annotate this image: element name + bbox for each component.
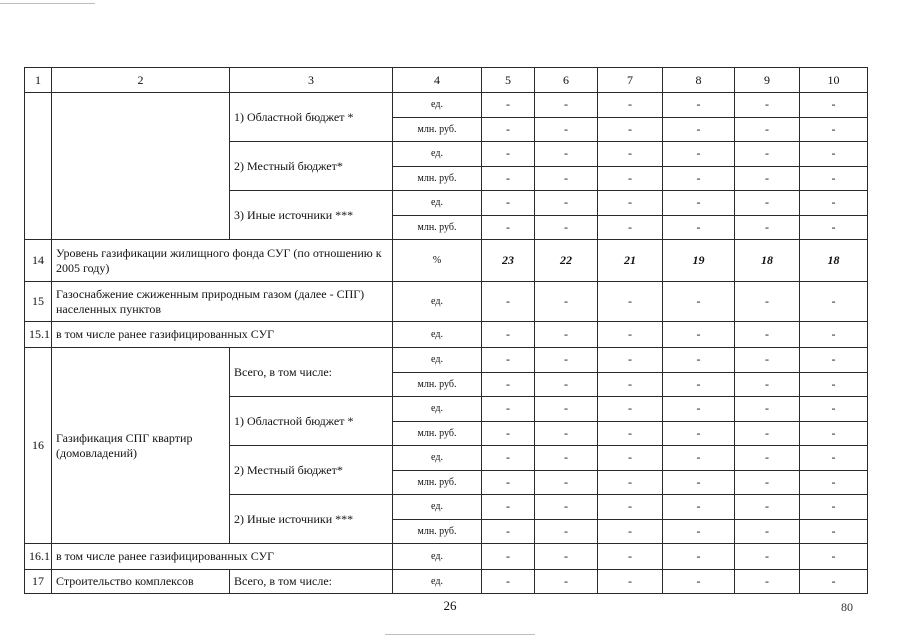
value-cell: - [598, 282, 663, 322]
value-cell: - [598, 322, 663, 348]
value-cell: - [535, 215, 598, 240]
value-cell: - [482, 421, 535, 446]
unit-cell: млн. руб. [393, 166, 482, 191]
value-cell: - [663, 397, 735, 422]
value-cell: - [535, 117, 598, 142]
value-cell: - [800, 372, 868, 397]
indicator-name-cell: Газоснабжение сжиженным природным газом (далее - СПГ) населенных пунктов [52, 282, 393, 322]
value-cell: - [598, 191, 663, 216]
value-cell: - [663, 117, 735, 142]
value-cell: - [800, 117, 868, 142]
value-cell: - [663, 544, 735, 570]
value-cell: - [663, 93, 735, 118]
column-header: 2 [52, 68, 230, 93]
value-cell: - [735, 191, 800, 216]
unit-cell: ед. [393, 348, 482, 373]
value-cell: - [482, 166, 535, 191]
value-cell: - [482, 470, 535, 495]
value-cell: - [663, 372, 735, 397]
value-cell: - [535, 322, 598, 348]
value-cell: - [598, 166, 663, 191]
column-header: 1 [25, 68, 52, 93]
row-number-cell: 16 [25, 348, 52, 544]
header-row [25, 68, 868, 93]
value-cell: - [535, 495, 598, 520]
unit-cell: млн. руб. [393, 470, 482, 495]
column-header: 7 [598, 68, 663, 93]
value-cell: - [535, 191, 598, 216]
unit-cell: млн. руб. [393, 519, 482, 544]
value-cell: - [800, 495, 868, 520]
value-cell: - [482, 191, 535, 216]
value-cell: - [735, 282, 800, 322]
indicator-name-cell: в том числе ранее газифицированных СУГ [52, 544, 393, 570]
indicator-name-cell [52, 93, 230, 240]
value-cell: - [663, 142, 735, 167]
value-cell: 23 [482, 240, 535, 282]
column-header: 4 [393, 68, 482, 93]
value-cell: - [800, 191, 868, 216]
value-cell: - [800, 93, 868, 118]
unit-cell: млн. руб. [393, 421, 482, 446]
table-row [25, 348, 868, 373]
value-cell: - [598, 142, 663, 167]
value-cell: - [482, 322, 535, 348]
value-cell: - [535, 348, 598, 373]
unit-cell: ед. [393, 446, 482, 471]
unit-cell: ед. [393, 282, 482, 322]
value-cell: - [535, 421, 598, 446]
value-cell: - [735, 495, 800, 520]
column-header: 8 [663, 68, 735, 93]
value-cell: - [800, 322, 868, 348]
value-cell: - [735, 519, 800, 544]
row-number-cell: 17 [25, 570, 52, 594]
indicator-name-cell: в том числе ранее газифицированных СУГ [52, 322, 393, 348]
value-cell: - [735, 544, 800, 570]
value-cell: - [735, 372, 800, 397]
unit-cell: ед. [393, 142, 482, 167]
value-cell: - [535, 446, 598, 471]
unit-cell: ед. [393, 397, 482, 422]
unit-cell: ед. [393, 191, 482, 216]
value-cell: 22 [535, 240, 598, 282]
value-cell: - [800, 570, 868, 594]
value-cell: - [598, 117, 663, 142]
funding-source-cell: Всего, в том числе: [230, 348, 393, 397]
unit-cell: млн. руб. [393, 372, 482, 397]
value-cell: - [663, 191, 735, 216]
table-row [25, 570, 868, 594]
value-cell: - [598, 519, 663, 544]
value-cell: - [735, 397, 800, 422]
table-row [25, 544, 868, 570]
value-cell: - [535, 570, 598, 594]
value-cell: - [800, 397, 868, 422]
value-cell: - [663, 470, 735, 495]
funding-source-cell: 3) Иные источники *** [230, 191, 393, 240]
value-cell: 18 [735, 240, 800, 282]
value-cell: - [800, 142, 868, 167]
funding-source-cell: 2) Местный бюджет* [230, 142, 393, 191]
value-cell: - [735, 166, 800, 191]
value-cell: - [800, 348, 868, 373]
value-cell: - [535, 544, 598, 570]
value-cell: - [735, 117, 800, 142]
value-cell: - [598, 446, 663, 471]
value-cell: - [735, 215, 800, 240]
value-cell: - [535, 142, 598, 167]
value-cell: - [535, 93, 598, 118]
value-cell: 19 [663, 240, 735, 282]
sheet-number: 80 [841, 600, 853, 614]
value-cell: - [482, 215, 535, 240]
value-cell: - [482, 397, 535, 422]
value-cell: - [482, 348, 535, 373]
value-cell: - [482, 93, 535, 118]
value-cell: - [482, 495, 535, 520]
value-cell: - [663, 348, 735, 373]
value-cell: - [482, 372, 535, 397]
value-cell: - [663, 570, 735, 594]
value-cell: - [735, 348, 800, 373]
value-cell: 18 [800, 240, 868, 282]
row-number-cell: 15.1 [25, 322, 52, 348]
value-cell: - [598, 495, 663, 520]
value-cell: - [598, 570, 663, 594]
value-cell: - [663, 519, 735, 544]
funding-source-cell: 2) Иные источники *** [230, 495, 393, 544]
scan-artifact-line [385, 634, 535, 635]
funding-source-cell: Всего, в том числе: [230, 570, 393, 594]
indicator-name-cell: Газификация СПГ квартир (домовладений) [52, 348, 230, 544]
value-cell: - [482, 282, 535, 322]
row-number-cell: 14 [25, 240, 52, 282]
value-cell: - [598, 372, 663, 397]
value-cell: - [735, 93, 800, 118]
value-cell: - [800, 446, 868, 471]
value-cell: - [535, 397, 598, 422]
value-cell: - [598, 93, 663, 118]
column-header: 5 [482, 68, 535, 93]
value-cell: - [598, 421, 663, 446]
table-row [25, 322, 868, 348]
value-cell: - [482, 142, 535, 167]
value-cell: - [735, 142, 800, 167]
value-cell: - [800, 544, 868, 570]
indicator-name-cell: Уровень газификации жилищного фонда СУГ (по отношению к 2005 году) [52, 240, 393, 282]
column-header: 6 [535, 68, 598, 93]
value-cell: - [482, 117, 535, 142]
value-cell: - [663, 421, 735, 446]
row-number-cell: 15 [25, 282, 52, 322]
table-row [25, 93, 868, 118]
row-number-cell [25, 93, 52, 240]
unit-cell: ед. [393, 544, 482, 570]
value-cell: - [800, 166, 868, 191]
table-row [25, 240, 868, 282]
value-cell: - [598, 470, 663, 495]
scan-artifact-line [0, 3, 95, 4]
value-cell: - [735, 570, 800, 594]
value-cell: - [663, 446, 735, 471]
value-cell: - [800, 282, 868, 322]
column-header: 9 [735, 68, 800, 93]
value-cell: - [598, 348, 663, 373]
unit-cell: ед. [393, 93, 482, 118]
value-cell: - [735, 421, 800, 446]
value-cell: - [735, 446, 800, 471]
unit-cell: ед. [393, 495, 482, 520]
value-cell: - [663, 282, 735, 322]
value-cell: - [663, 215, 735, 240]
value-cell: - [482, 519, 535, 544]
value-cell: - [800, 215, 868, 240]
gasification-table [24, 67, 868, 594]
value-cell: - [598, 397, 663, 422]
value-cell: 21 [598, 240, 663, 282]
value-cell: - [598, 215, 663, 240]
value-cell: - [735, 322, 800, 348]
value-cell: - [735, 470, 800, 495]
funding-source-cell: 2) Местный бюджет* [230, 446, 393, 495]
value-cell: - [535, 282, 598, 322]
column-header: 3 [230, 68, 393, 93]
row-number-cell: 16.1 [25, 544, 52, 570]
indicator-name-cell: Строительство комплексов [52, 570, 230, 594]
value-cell: - [800, 421, 868, 446]
value-cell: - [663, 495, 735, 520]
value-cell: - [663, 166, 735, 191]
value-cell: - [535, 519, 598, 544]
unit-cell: ед. [393, 570, 482, 594]
value-cell: - [535, 166, 598, 191]
value-cell: - [482, 446, 535, 471]
unit-cell: млн. руб. [393, 215, 482, 240]
value-cell: - [800, 470, 868, 495]
value-cell: - [800, 519, 868, 544]
column-header: 10 [800, 68, 868, 93]
value-cell: - [482, 544, 535, 570]
value-cell: - [598, 544, 663, 570]
value-cell: - [535, 372, 598, 397]
value-cell: - [663, 322, 735, 348]
funding-source-cell: 1) Областной бюджет * [230, 397, 393, 446]
unit-cell: млн. руб. [393, 117, 482, 142]
unit-cell: % [393, 240, 482, 282]
value-cell: - [482, 570, 535, 594]
unit-cell: ед. [393, 322, 482, 348]
value-cell: - [535, 470, 598, 495]
funding-source-cell: 1) Областной бюджет * [230, 93, 393, 142]
page-number: 26 [443, 598, 457, 613]
table-row [25, 282, 868, 322]
